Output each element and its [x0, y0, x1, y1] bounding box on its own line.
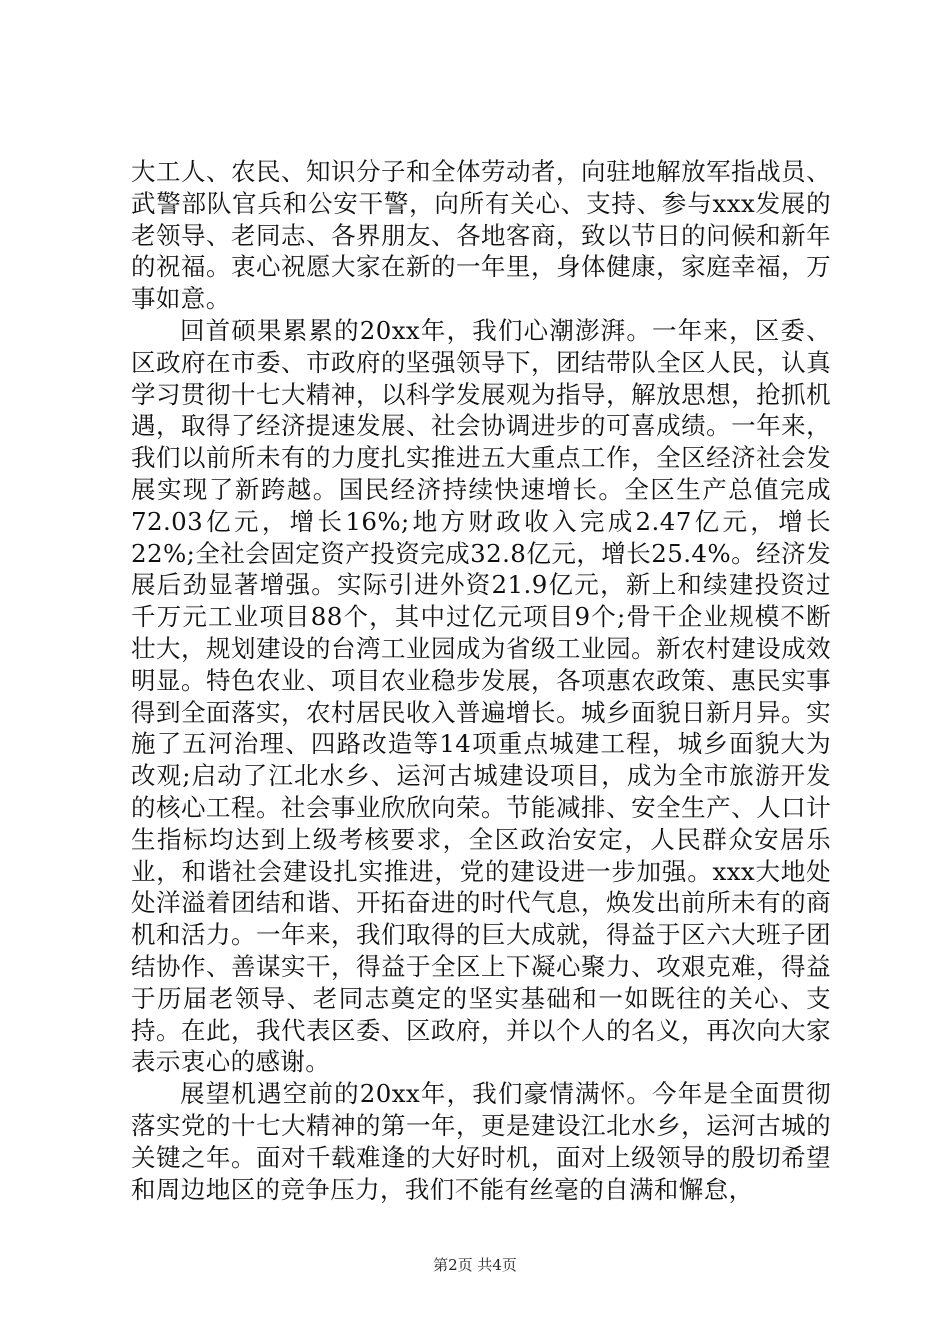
paragraph-outlook: 展望机遇空前的20xx年，我们豪情满怀。今年是全面贯彻落实党的十七大精神的第一年，更是建设江北水乡，运河古城的关键之年。面对千载难逢的大好时机，面对上级领导的殷切希望和周边地区的竞争压力，我们不能有丝毫的自满和懈怠， [131, 1079, 831, 1204]
page-footer: 第2页 共4页 [433, 1256, 517, 1274]
paragraph-continuation: 大工人、农民、知识分子和全体劳动者，向驻地解放军指战员、武警部队官兵和公安干警，向所有关心、支持、参与xxx发展的老领导、老同志、各界朋友、各地客商，致以节日的问候和新年的祝福。衷心祝愿大家在新的一年里，身体健康，家庭幸福，万事如意。 [131, 157, 831, 314]
document-body [131, 156, 831, 1205]
paragraph-review: 回首硕果累累的20xx年，我们心潮澎湃。一年来，区委、区政府在市委、市政府的坚强领导下，团结带队全区人民，认真学习贯彻十七大精神，以科学发展观为指导，解放思想，抢抓机遇，取得了经济提速发展、社会协调进步的可喜成绩。一年来，我们以前所未有的力度扎实推进五大重点工作，全区经济社会发展实现了新跨越。国民经济持续快速增长。全区生产总值完成72.03亿元，增长16%;地方财政收入完成2.47亿元，增长22%;全社会固定资产投资完成32.8亿元，增长25.4%。经济发展后劲显著增强。实际引进外资21.9亿元，新上和续建投资过千万元工业项目88个，其中过亿元项目9个;骨干企业规模不断壮大，规划建设的台湾工业园成为省级工业园。新农村建设成效明显。特色农业、项目农业稳步发展，各项惠农政策、惠民实事得到全面落实，农村居民收入普遍增长。城乡面貌日新月异。实施了五河治理、四路改造等14项重点城建工程，城乡面貌大为改观;启动了江北水乡、运河古城建设项目，成为全市旅游开发的核心工程。社会事业欣欣向荣。节能减排、安全生产、人口计生指标均达到上级考核要求，全区政治安定，人民群众安居乐业，和谐社会建设扎实推进，党的建设进一步加强。xxx大地处处洋溢着团结和谐、开拓奋进的时代气息，焕发出前所未有的商机和活力。一年来，我们取得的巨大成就，得益于区六大班子团结协作、善谋实干，得益于全区上下凝心聚力、攻艰克难，得益于历届老领导、老同志奠定的坚实基础和一如既往的关心、支持。在此，我代表区委、区政府，并以个人的名义，再次向大家表示衷心的感谢。 [131, 315, 831, 1077]
